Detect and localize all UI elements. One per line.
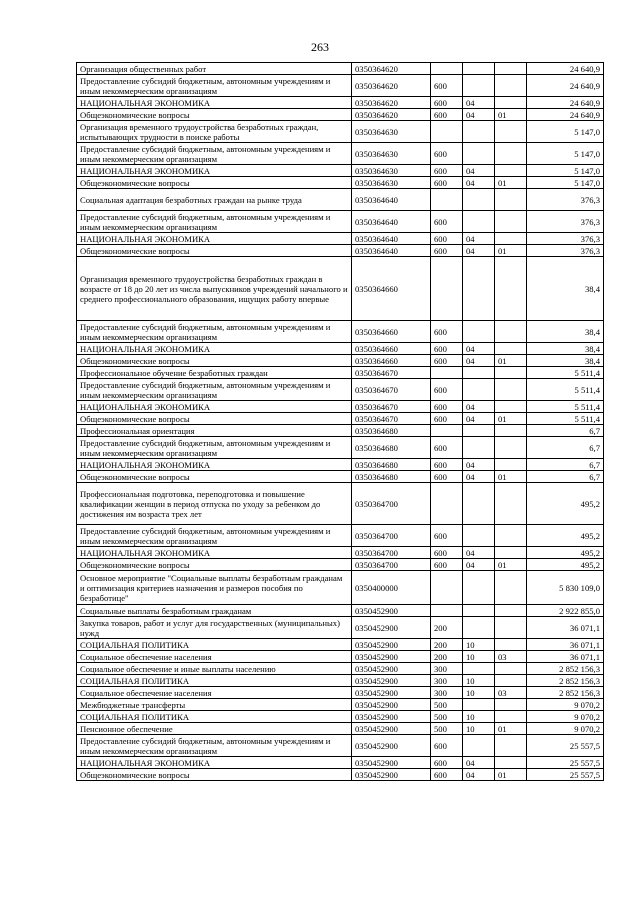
expense-type-cell: 600	[431, 321, 463, 343]
subsection-cell	[495, 483, 527, 525]
target-code-cell: 0350364640	[352, 211, 431, 233]
table-row	[77, 355, 604, 367]
amount-cell: 36 071,1	[527, 651, 604, 663]
expense-type-cell: 600	[431, 109, 463, 121]
expense-type-cell: 600	[431, 343, 463, 355]
section-cell	[463, 663, 495, 675]
table-row	[77, 63, 604, 75]
section-cell: 04	[463, 769, 495, 781]
section-cell	[463, 699, 495, 711]
row-name-cell: Общеэкономические вопросы	[77, 559, 352, 571]
section-cell	[463, 143, 495, 165]
target-code-cell: 0350364700	[352, 559, 431, 571]
row-name-cell: НАЦИОНАЛЬНАЯ ЭКОНОМИКА	[77, 547, 352, 559]
expense-type-cell	[431, 63, 463, 75]
expense-type-cell	[431, 425, 463, 437]
subsection-cell	[495, 211, 527, 233]
table-row	[77, 651, 604, 663]
amount-cell: 5 147,0	[527, 121, 604, 143]
expense-type-cell: 600	[431, 97, 463, 109]
subsection-cell: 01	[495, 413, 527, 425]
row-name-cell: Организация временного трудоустройства безработных граждан, испытывающих трудности в поиске работы	[77, 121, 352, 143]
subsection-cell	[495, 711, 527, 723]
table-row	[77, 245, 604, 257]
section-cell	[463, 605, 495, 617]
subsection-cell	[495, 379, 527, 401]
table-row	[77, 321, 604, 343]
expense-type-cell: 600	[431, 459, 463, 471]
expense-type-cell: 600	[431, 355, 463, 367]
section-cell: 10	[463, 723, 495, 735]
table-row	[77, 97, 604, 109]
target-code-cell: 0350364630	[352, 143, 431, 165]
expense-type-cell: 300	[431, 687, 463, 699]
subsection-cell	[495, 459, 527, 471]
amount-cell: 24 640,9	[527, 63, 604, 75]
target-code-cell: 0350452900	[352, 699, 431, 711]
row-name-cell: Пенсионное обеспечение	[77, 723, 352, 735]
expense-type-cell	[431, 121, 463, 143]
section-cell: 04	[463, 177, 495, 189]
table-row	[77, 663, 604, 675]
expense-type-cell	[431, 367, 463, 379]
subsection-cell: 01	[495, 769, 527, 781]
row-name-cell: Общеэкономические вопросы	[77, 177, 352, 189]
row-name-cell: Социальная адаптация безработных граждан на рынке труда	[77, 189, 352, 211]
target-code-cell: 0350364640	[352, 245, 431, 257]
section-cell: 04	[463, 245, 495, 257]
target-code-cell: 0350364670	[352, 401, 431, 413]
section-cell	[463, 121, 495, 143]
amount-cell: 9 070,2	[527, 723, 604, 735]
section-cell: 10	[463, 675, 495, 687]
amount-cell: 2 852 156,3	[527, 687, 604, 699]
target-code-cell: 0350452900	[352, 617, 431, 639]
target-code-cell: 0350364630	[352, 165, 431, 177]
target-code-cell: 0350364630	[352, 121, 431, 143]
expense-type-cell: 600	[431, 165, 463, 177]
amount-cell: 5 147,0	[527, 165, 604, 177]
target-code-cell: 0350364680	[352, 471, 431, 483]
row-name-cell: Межбюджетные трансферты	[77, 699, 352, 711]
subsection-cell: 01	[495, 109, 527, 121]
expense-type-cell: 600	[431, 437, 463, 459]
target-code-cell: 0350364660	[352, 355, 431, 367]
table-row	[77, 367, 604, 379]
subsection-cell	[495, 699, 527, 711]
section-cell: 04	[463, 343, 495, 355]
amount-cell: 5 511,4	[527, 413, 604, 425]
expense-type-cell	[431, 605, 463, 617]
table-row	[77, 413, 604, 425]
amount-cell: 36 071,1	[527, 639, 604, 651]
section-cell: 10	[463, 651, 495, 663]
section-cell	[463, 571, 495, 605]
expense-type-cell: 600	[431, 559, 463, 571]
subsection-cell	[495, 97, 527, 109]
amount-cell: 25 557,5	[527, 735, 604, 757]
table-row	[77, 257, 604, 321]
table-row	[77, 687, 604, 699]
target-code-cell: 0350452900	[352, 687, 431, 699]
table-row	[77, 437, 604, 459]
row-name-cell: Профессиональная ориентация	[77, 425, 352, 437]
table-row	[77, 109, 604, 121]
expense-type-cell: 200	[431, 617, 463, 639]
expense-type-cell: 600	[431, 525, 463, 547]
expense-type-cell: 600	[431, 735, 463, 757]
target-code-cell: 0350364700	[352, 547, 431, 559]
amount-cell: 5 511,4	[527, 379, 604, 401]
target-code-cell: 0350452900	[352, 769, 431, 781]
row-name-cell: НАЦИОНАЛЬНАЯ ЭКОНОМИКА	[77, 97, 352, 109]
row-name-cell: Социальные выплаты безработным гражданам	[77, 605, 352, 617]
section-cell	[463, 483, 495, 525]
row-name-cell: Предоставление субсидий бюджетным, автономным учреждениям и иным некоммерческим организациям	[77, 211, 352, 233]
amount-cell: 25 557,5	[527, 769, 604, 781]
expense-type-cell: 600	[431, 211, 463, 233]
section-cell	[463, 75, 495, 97]
table-row	[77, 75, 604, 97]
subsection-cell: 01	[495, 559, 527, 571]
row-name-cell: Социальное обеспечение населения	[77, 687, 352, 699]
target-code-cell: 0350364680	[352, 437, 431, 459]
table-row	[77, 177, 604, 189]
expense-type-cell: 600	[431, 769, 463, 781]
budget-table	[76, 62, 604, 781]
target-code-cell: 0350452900	[352, 651, 431, 663]
row-name-cell: НАЦИОНАЛЬНАЯ ЭКОНОМИКА	[77, 401, 352, 413]
expense-type-cell: 600	[431, 75, 463, 97]
amount-cell: 24 640,9	[527, 109, 604, 121]
row-name-cell: Профессиональное обучение безработных граждан	[77, 367, 352, 379]
table-row	[77, 617, 604, 639]
target-code-cell: 0350452900	[352, 757, 431, 769]
table-row	[77, 121, 604, 143]
section-cell: 10	[463, 687, 495, 699]
amount-cell: 9 070,2	[527, 711, 604, 723]
subsection-cell	[495, 367, 527, 379]
table-row	[77, 425, 604, 437]
section-cell	[463, 617, 495, 639]
table-row	[77, 525, 604, 547]
target-code-cell: 0350452900	[352, 723, 431, 735]
table-row	[77, 711, 604, 723]
amount-cell: 495,2	[527, 483, 604, 525]
section-cell	[463, 425, 495, 437]
target-code-cell: 0350364670	[352, 367, 431, 379]
target-code-cell: 0350364700	[352, 483, 431, 525]
expense-type-cell	[431, 571, 463, 605]
table-row	[77, 459, 604, 471]
table-row	[77, 343, 604, 355]
expense-type-cell: 300	[431, 675, 463, 687]
row-name-cell: Социальное обеспечение и иные выплаты населению	[77, 663, 352, 675]
amount-cell: 2 852 156,3	[527, 675, 604, 687]
section-cell: 10	[463, 639, 495, 651]
row-name-cell: НАЦИОНАЛЬНАЯ ЭКОНОМИКА	[77, 165, 352, 177]
target-code-cell: 0350452900	[352, 711, 431, 723]
table-row	[77, 571, 604, 605]
expense-type-cell: 600	[431, 757, 463, 769]
amount-cell: 2 922 855,0	[527, 605, 604, 617]
target-code-cell: 0350364620	[352, 97, 431, 109]
row-name-cell: Предоставление субсидий бюджетным, автономным учреждениям и иным некоммерческим организациям	[77, 75, 352, 97]
row-name-cell: СОЦИАЛЬНАЯ ПОЛИТИКА	[77, 675, 352, 687]
section-cell: 04	[463, 233, 495, 245]
subsection-cell	[495, 735, 527, 757]
subsection-cell	[495, 401, 527, 413]
subsection-cell	[495, 525, 527, 547]
section-cell	[463, 63, 495, 75]
section-cell	[463, 735, 495, 757]
subsection-cell	[495, 75, 527, 97]
amount-cell: 376,3	[527, 233, 604, 245]
section-cell	[463, 379, 495, 401]
amount-cell: 38,4	[527, 355, 604, 367]
subsection-cell	[495, 121, 527, 143]
row-name-cell: Предоставление субсидий бюджетным, автономным учреждениям и иным некоммерческим организациям	[77, 143, 352, 165]
subsection-cell	[495, 675, 527, 687]
section-cell: 04	[463, 401, 495, 413]
amount-cell: 24 640,9	[527, 97, 604, 109]
amount-cell: 5 147,0	[527, 143, 604, 165]
section-cell: 04	[463, 355, 495, 367]
row-name-cell: Социальное обеспечение населения	[77, 651, 352, 663]
table-row	[77, 211, 604, 233]
table-row	[77, 165, 604, 177]
table-row	[77, 401, 604, 413]
expense-type-cell: 600	[431, 379, 463, 401]
row-name-cell: НАЦИОНАЛЬНАЯ ЭКОНОМИКА	[77, 343, 352, 355]
expense-type-cell: 500	[431, 711, 463, 723]
subsection-cell	[495, 437, 527, 459]
amount-cell: 495,2	[527, 525, 604, 547]
section-cell: 04	[463, 547, 495, 559]
table-row	[77, 723, 604, 735]
target-code-cell: 0350364620	[352, 75, 431, 97]
expense-type-cell: 500	[431, 699, 463, 711]
section-cell	[463, 525, 495, 547]
subsection-cell	[495, 547, 527, 559]
target-code-cell: 0350364670	[352, 413, 431, 425]
subsection-cell: 03	[495, 651, 527, 663]
amount-cell: 25 557,5	[527, 757, 604, 769]
row-name-cell: Организация временного трудоустройства безработных граждан в возрасте от 18 до 20 лет из числа выпускников учреждений начального и среднего профессионального образования, ищущих работу впервые	[77, 257, 352, 321]
subsection-cell	[495, 321, 527, 343]
row-name-cell: Предоставление субсидий бюджетным, автономным учреждениям и иным некоммерческим организациям	[77, 321, 352, 343]
target-code-cell: 0350452900	[352, 675, 431, 687]
target-code-cell: 0350364640	[352, 233, 431, 245]
amount-cell: 495,2	[527, 547, 604, 559]
amount-cell: 38,4	[527, 257, 604, 321]
row-name-cell: Общеэкономические вопросы	[77, 413, 352, 425]
section-cell	[463, 257, 495, 321]
target-code-cell: 0350364700	[352, 525, 431, 547]
amount-cell: 5 830 109,0	[527, 571, 604, 605]
table-row	[77, 189, 604, 211]
subsection-cell	[495, 639, 527, 651]
section-cell: 04	[463, 757, 495, 769]
table-row	[77, 483, 604, 525]
table-row	[77, 757, 604, 769]
table-row	[77, 379, 604, 401]
expense-type-cell: 600	[431, 177, 463, 189]
subsection-cell	[495, 233, 527, 245]
subsection-cell	[495, 343, 527, 355]
amount-cell: 5 511,4	[527, 401, 604, 413]
table-row	[77, 233, 604, 245]
row-name-cell: Предоставление субсидий бюджетным, автономным учреждениям и иным некоммерческим организациям	[77, 379, 352, 401]
row-name-cell: НАЦИОНАЛЬНАЯ ЭКОНОМИКА	[77, 757, 352, 769]
section-cell	[463, 437, 495, 459]
target-code-cell: 0350400000	[352, 571, 431, 605]
section-cell: 04	[463, 559, 495, 571]
amount-cell: 36 071,1	[527, 617, 604, 639]
table-row	[77, 639, 604, 651]
subsection-cell	[495, 617, 527, 639]
table-row	[77, 699, 604, 711]
row-name-cell: Предоставление субсидий бюджетным, автономным учреждениям и иным некоммерческим организациям	[77, 525, 352, 547]
amount-cell: 9 070,2	[527, 699, 604, 711]
table-row	[77, 471, 604, 483]
subsection-cell: 01	[495, 723, 527, 735]
target-code-cell: 0350364630	[352, 177, 431, 189]
row-name-cell: НАЦИОНАЛЬНАЯ ЭКОНОМИКА	[77, 233, 352, 245]
subsection-cell	[495, 425, 527, 437]
expense-type-cell: 500	[431, 723, 463, 735]
expense-type-cell	[431, 483, 463, 525]
row-name-cell: Закупка товаров, работ и услуг для государственных (муниципальных) нужд	[77, 617, 352, 639]
target-code-cell: 0350452900	[352, 639, 431, 651]
expense-type-cell: 600	[431, 471, 463, 483]
expense-type-cell: 600	[431, 401, 463, 413]
amount-cell: 6,7	[527, 437, 604, 459]
table-row	[77, 559, 604, 571]
subsection-cell	[495, 257, 527, 321]
amount-cell: 6,7	[527, 425, 604, 437]
row-name-cell: Общеэкономические вопросы	[77, 109, 352, 121]
subsection-cell	[495, 757, 527, 769]
amount-cell: 376,3	[527, 211, 604, 233]
budget-table-body	[77, 63, 604, 781]
target-code-cell: 0350364660	[352, 343, 431, 355]
subsection-cell	[495, 165, 527, 177]
amount-cell: 495,2	[527, 559, 604, 571]
page-number: 263	[311, 40, 329, 54]
section-cell	[463, 321, 495, 343]
row-name-cell: Предоставление субсидий бюджетным, автономным учреждениям и иным некоммерческим организациям	[77, 437, 352, 459]
amount-cell: 5 147,0	[527, 177, 604, 189]
section-cell: 04	[463, 413, 495, 425]
amount-cell: 376,3	[527, 245, 604, 257]
expense-type-cell	[431, 257, 463, 321]
table-row	[77, 675, 604, 687]
table-row	[77, 769, 604, 781]
subsection-cell	[495, 189, 527, 211]
expense-type-cell: 600	[431, 233, 463, 245]
section-cell: 04	[463, 471, 495, 483]
subsection-cell: 01	[495, 177, 527, 189]
target-code-cell: 0350364670	[352, 379, 431, 401]
section-cell: 04	[463, 109, 495, 121]
amount-cell: 5 511,4	[527, 367, 604, 379]
expense-type-cell: 200	[431, 651, 463, 663]
section-cell	[463, 189, 495, 211]
subsection-cell: 01	[495, 355, 527, 367]
amount-cell: 6,7	[527, 471, 604, 483]
section-cell: 04	[463, 165, 495, 177]
expense-type-cell: 600	[431, 547, 463, 559]
amount-cell: 24 640,9	[527, 75, 604, 97]
subsection-cell: 03	[495, 687, 527, 699]
section-cell: 10	[463, 711, 495, 723]
expense-type-cell: 600	[431, 245, 463, 257]
amount-cell: 38,4	[527, 343, 604, 355]
row-name-cell: Профессиональная подготовка, переподготовка и повышение квалификации женщин в период отпуска по уходу за ребенком до достижения им возраста трех лет	[77, 483, 352, 525]
subsection-cell	[495, 571, 527, 605]
section-cell	[463, 367, 495, 379]
row-name-cell: Предоставление субсидий бюджетным, автономным учреждениям и иным некоммерческим организациям	[77, 735, 352, 757]
target-code-cell: 0350364680	[352, 459, 431, 471]
subsection-cell	[495, 605, 527, 617]
subsection-cell: 01	[495, 245, 527, 257]
row-name-cell: НАЦИОНАЛЬНАЯ ЭКОНОМИКА	[77, 459, 352, 471]
table-row	[77, 735, 604, 757]
row-name-cell: Организация общественных работ	[77, 63, 352, 75]
subsection-cell: 01	[495, 471, 527, 483]
table-row	[77, 547, 604, 559]
expense-type-cell: 200	[431, 639, 463, 651]
expense-type-cell: 600	[431, 413, 463, 425]
row-name-cell: Общеэкономические вопросы	[77, 245, 352, 257]
amount-cell: 376,3	[527, 189, 604, 211]
amount-cell: 2 852 156,3	[527, 663, 604, 675]
row-name-cell: СОЦИАЛЬНАЯ ПОЛИТИКА	[77, 711, 352, 723]
target-code-cell: 0350452900	[352, 605, 431, 617]
expense-type-cell	[431, 189, 463, 211]
expense-type-cell: 300	[431, 663, 463, 675]
amount-cell: 38,4	[527, 321, 604, 343]
target-code-cell: 0350452900	[352, 735, 431, 757]
row-name-cell: Основное мероприятие "Социальные выплаты безработным гражданам и оптимизация критериев назначения и размеров пособия по безработице"	[77, 571, 352, 605]
target-code-cell: 0350364660	[352, 257, 431, 321]
amount-cell: 6,7	[527, 459, 604, 471]
target-code-cell: 0350364680	[352, 425, 431, 437]
target-code-cell: 0350364640	[352, 189, 431, 211]
expense-type-cell: 600	[431, 143, 463, 165]
section-cell: 04	[463, 97, 495, 109]
target-code-cell: 0350364620	[352, 63, 431, 75]
table-row	[77, 605, 604, 617]
row-name-cell: СОЦИАЛЬНАЯ ПОЛИТИКА	[77, 639, 352, 651]
table-row	[77, 143, 604, 165]
target-code-cell: 0350452900	[352, 663, 431, 675]
row-name-cell: Общеэкономические вопросы	[77, 769, 352, 781]
target-code-cell: 0350364620	[352, 109, 431, 121]
section-cell: 04	[463, 459, 495, 471]
subsection-cell	[495, 63, 527, 75]
subsection-cell	[495, 663, 527, 675]
target-code-cell: 0350364660	[352, 321, 431, 343]
section-cell	[463, 211, 495, 233]
row-name-cell: Общеэкономические вопросы	[77, 355, 352, 367]
row-name-cell: Общеэкономические вопросы	[77, 471, 352, 483]
subsection-cell	[495, 143, 527, 165]
